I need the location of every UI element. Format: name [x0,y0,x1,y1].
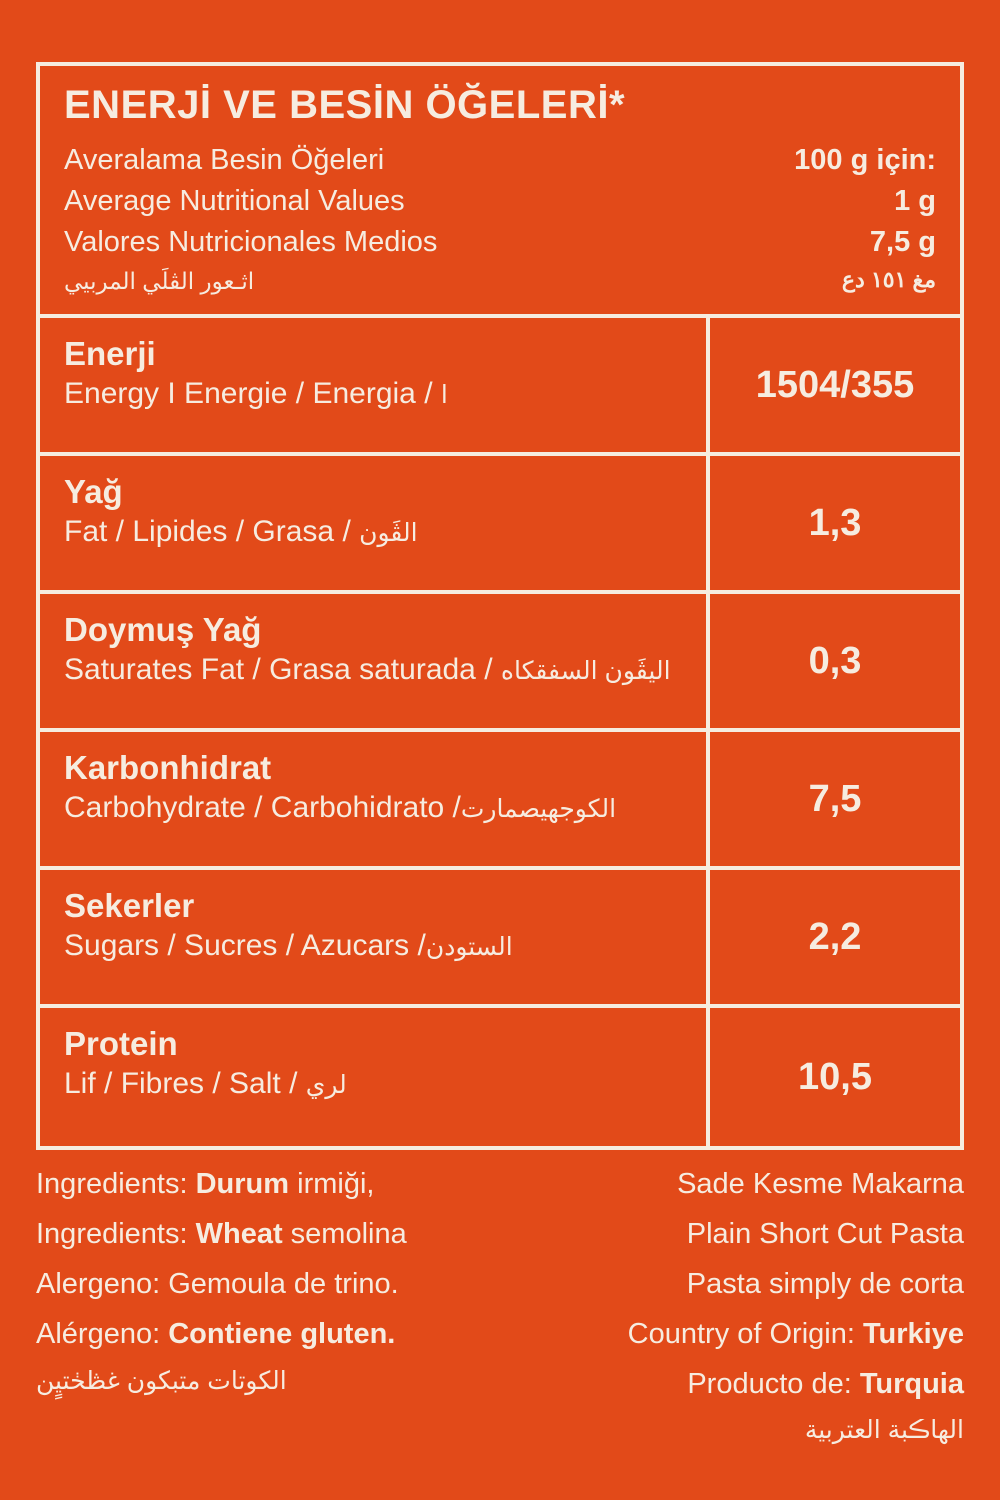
ingredients-line-ar: الكوتات متبكون غڟڂتيٍن [36,1366,287,1395]
producto-de-value: Turquia [859,1367,964,1400]
nutrient-translations-arabic: لري [305,1071,347,1100]
nutrient-value: 10,5 [798,1055,872,1098]
nutrient-value: 1504/355 [755,363,915,406]
table-row [40,594,960,732]
nutrient-translations [64,374,688,413]
product-name-en: Plain Short Cut Pasta [686,1217,964,1250]
table-row [40,870,960,1008]
producto-de-label: Producto de: [687,1367,860,1400]
nutrient-translations [64,926,688,965]
nutrition-table-header [40,66,960,318]
nutrient-translations-latin: Lif / Fibres / Salt / [64,1067,306,1101]
nutrient-translations-latin: Fat / Lipides / Grasa / [64,515,360,549]
table-row [40,318,960,456]
serving-weight-1: 1 g [894,185,936,218]
nutrient-translations [64,512,688,551]
nutrient-name: Sekerler [64,887,195,925]
nutrient-translations-latin: Energy I Energie / Energia / [64,377,441,411]
nutrient-value-cell [710,732,960,866]
nutrient-value: 1,3 [808,501,862,544]
country-of-origin-value: Turkiye [862,1317,964,1350]
allergen-line-es: Alergeno: Gemoula de trino. [36,1267,399,1300]
country-of-origin-en [628,1310,964,1360]
table-row [40,732,960,870]
nutrient-label-cell [40,1008,710,1146]
nutrient-translations-arabic: اليڤَون السفقكاه [500,657,671,686]
ingredients-label-en: Ingredients: [36,1217,196,1250]
header-line-en: Average Nutritional Values [64,185,405,218]
bottom-info [36,1160,964,1452]
ingredients-rest-tr: irmiği, [289,1168,375,1200]
nutrient-value-cell [710,456,960,590]
nutrient-label-cell [40,318,710,452]
allergen-emphasis: Contiene gluten. [168,1317,396,1350]
nutrient-label-cell [40,594,710,728]
nutrient-translations-arabic: الڤَون [359,519,418,548]
nutrient-label-cell [40,456,710,590]
nutrient-translations-arabic: ا [440,381,448,410]
page-title: ENERJİ VE BESİN ÖĞELERİ* [64,83,626,127]
nutrient-value: 7,5 [808,777,862,820]
serving-basis: 100 g için: [794,144,936,176]
nutrient-name: Enerji [64,335,156,373]
nutrient-value: 0,3 [808,639,862,682]
table-row [40,1008,960,1146]
nutrient-translations-arabic: الستودن [425,933,513,962]
serving-weight-2: 7,5 g [869,226,936,259]
header-line-es: Valores Nutricionales Medios [64,226,438,259]
nutrient-value-cell [710,594,960,728]
nutrient-translations-latin: Saturates Fat / Grasa saturada / [64,653,501,687]
country-of-origin-es [628,1360,964,1410]
ingredients-rest-en: semolina [282,1217,407,1250]
product-line-ar: الهاڪبة العتربية [804,1416,964,1445]
ingredients-block [36,1160,407,1452]
header-left-column [64,84,686,298]
nutrient-name: Doymuş Yağ [64,611,262,649]
nutrient-value-cell [710,1008,960,1146]
nutrient-name: Protein [64,1025,178,1063]
ingredients-emphasis-en: Wheat [195,1217,283,1250]
ingredients-line-tr [36,1160,407,1210]
allergen-line-gluten [36,1310,407,1360]
nutrition-table [36,62,964,1150]
product-name-tr: Sade Kesme Makarna [677,1168,964,1200]
nutrient-translations [64,650,688,689]
ingredients-label-tr: Ingredients: [36,1168,196,1200]
country-of-origin-label: Country of Origin: [627,1317,863,1350]
nutrient-value-cell [710,870,960,1004]
serving-basis-ar: مغ ١٥١ دع [841,266,936,292]
nutrient-label-cell [40,732,710,866]
nutrient-translations [64,1064,688,1103]
nutrient-name: Yağ [64,473,123,511]
nutrient-translations [64,788,688,827]
header-line-ar: اثـعور الڨلَي المربيي [64,267,255,294]
nutrient-translations-arabic: الكوجهيصمارت [460,795,617,824]
nutrient-label-cell [40,870,710,1004]
nutrient-translations-latin: Carbohydrate / Carbohidrato / [64,791,461,825]
nutrient-value: 2,2 [808,915,862,958]
table-row [40,456,960,594]
header-right-column [686,84,936,298]
product-name-es: Pasta simply de corta [686,1267,964,1300]
product-block [628,1160,964,1452]
nutrient-value-cell [710,318,960,452]
nutrient-translations-latin: Sugars / Sucres / Azucars / [64,929,426,963]
allergen-label: Alérgeno: [36,1317,169,1350]
ingredients-line-en [36,1210,407,1260]
ingredients-emphasis-tr: Durum [195,1168,290,1200]
nutrient-name: Karbonhidrat [64,749,272,787]
header-line-tr: Averalama Besin Öğeleri [64,144,385,176]
